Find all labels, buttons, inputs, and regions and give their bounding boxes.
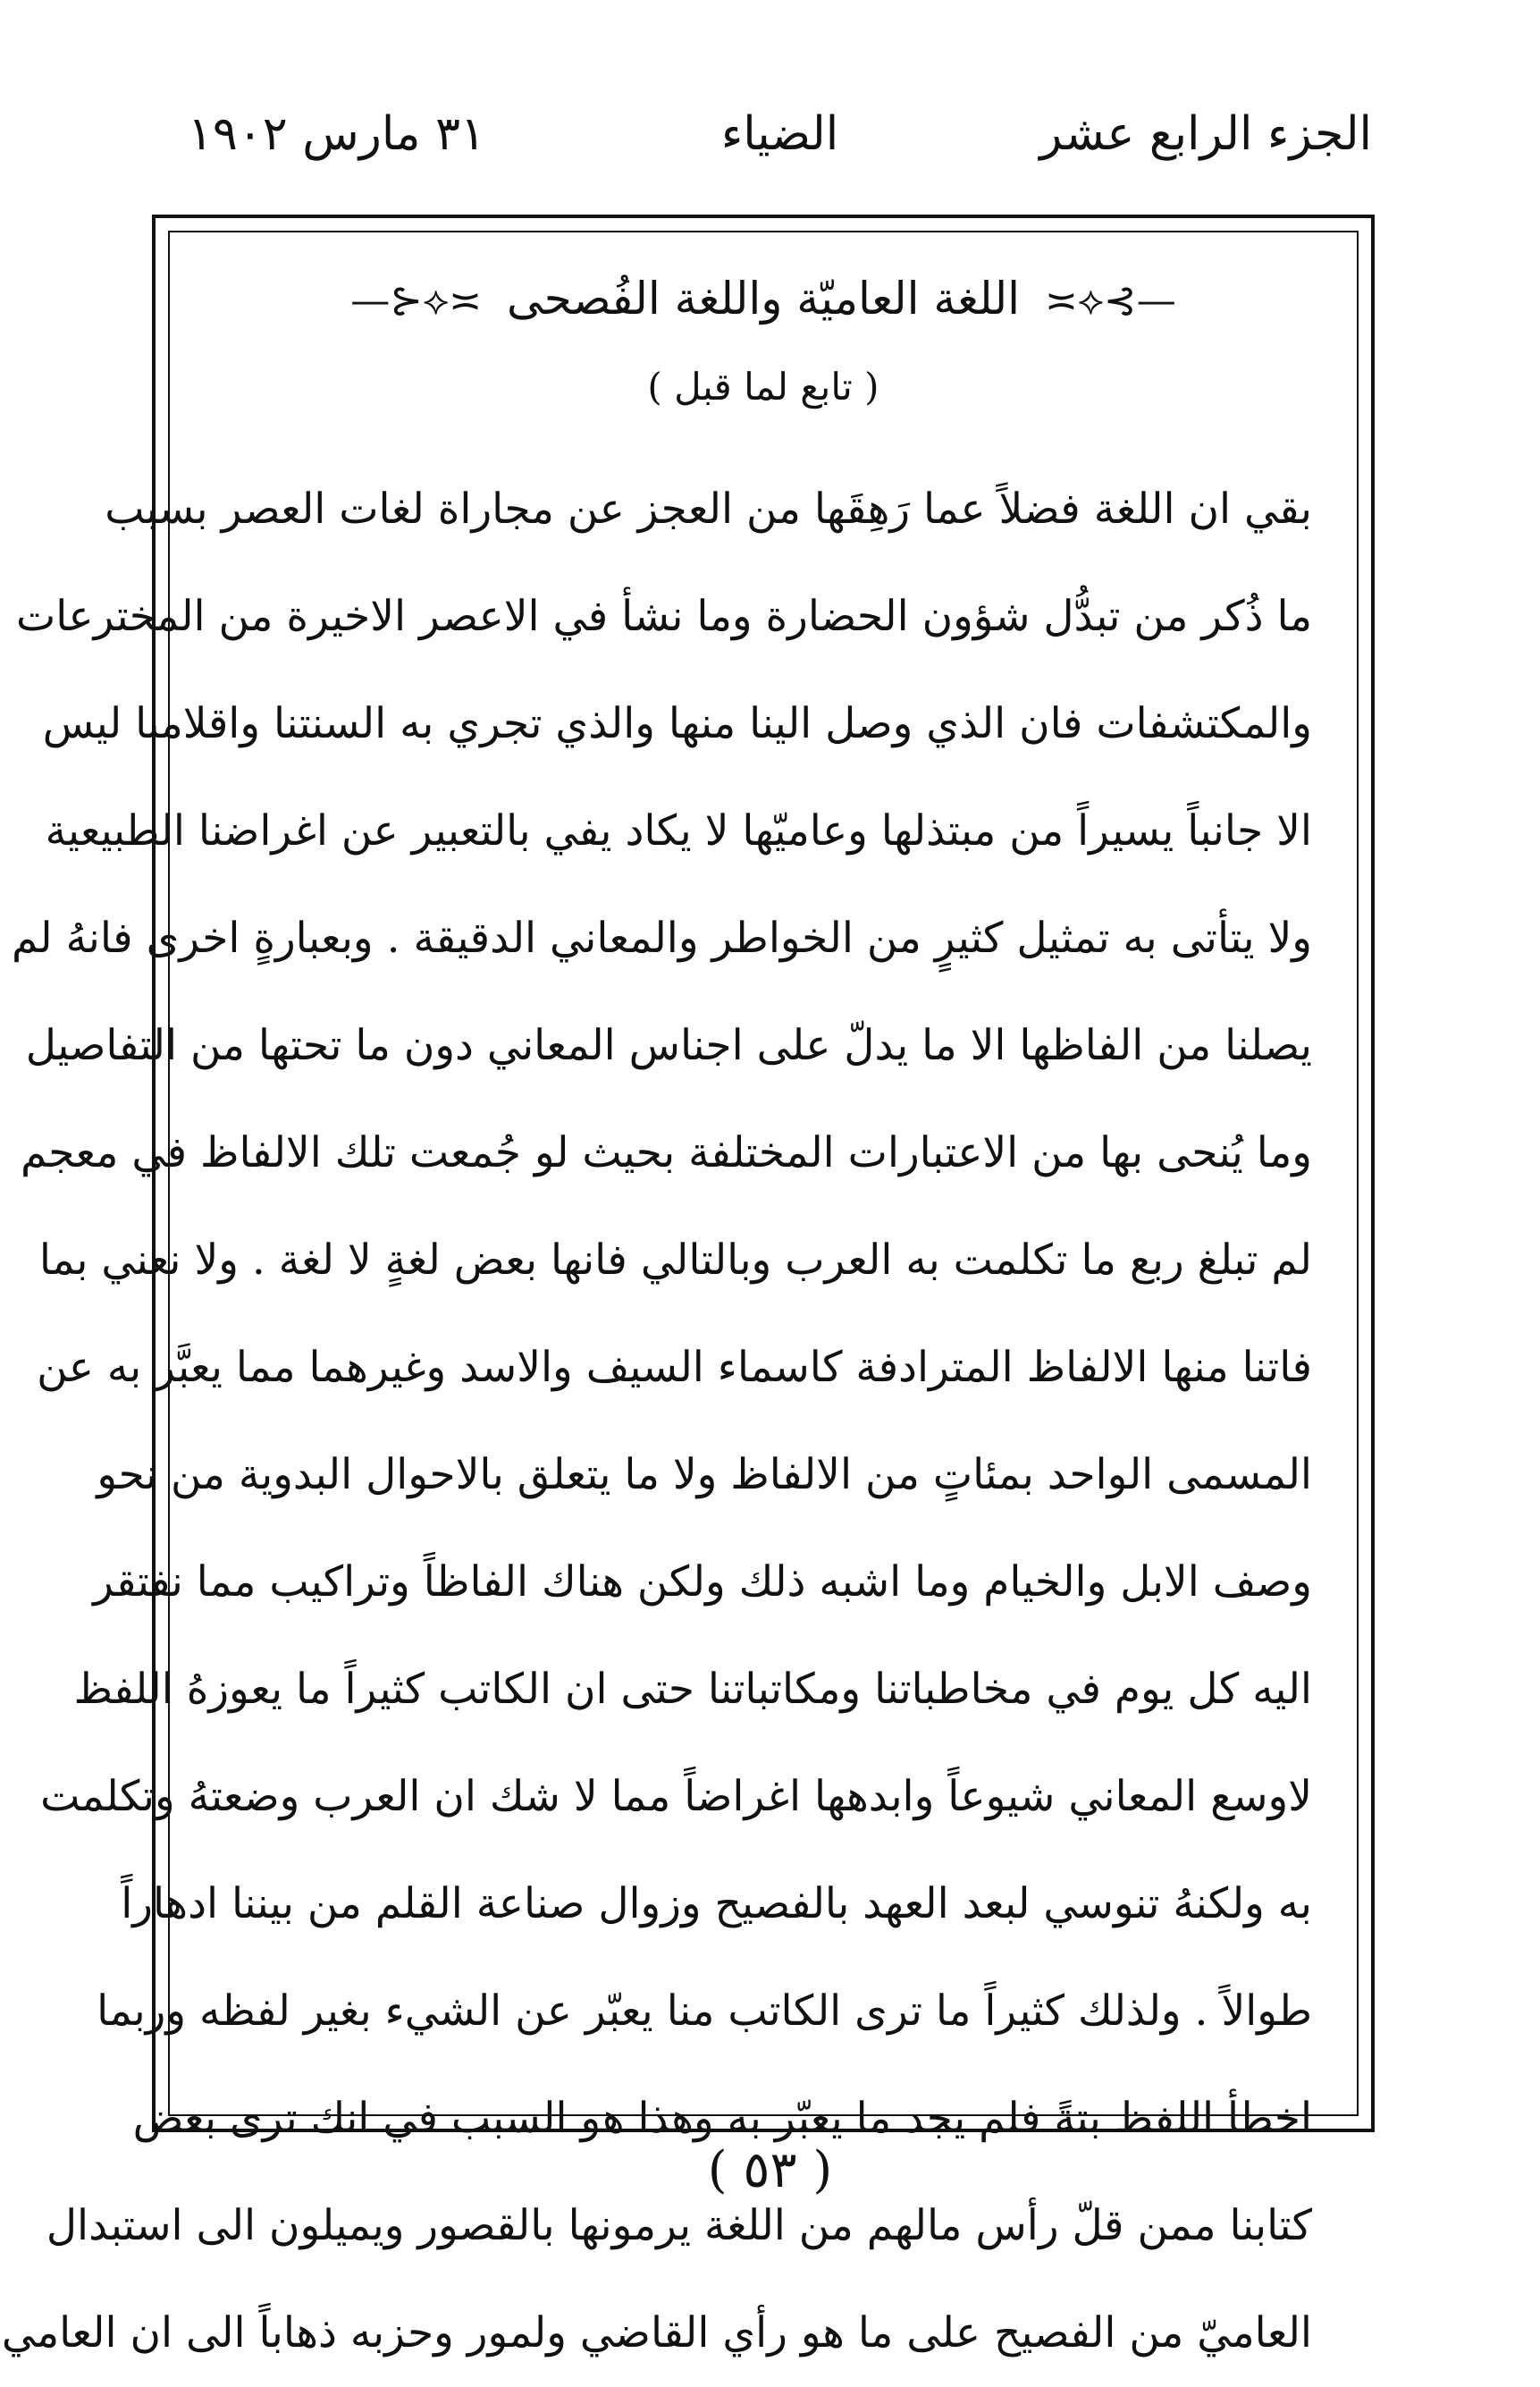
ornament-right-icon: —⊱⟡≍	[1044, 278, 1176, 324]
text-line: اليه كل يوم في مخاطباتنا ومكاتباتنا حتى ان الكاتب كثيراً ما يعوزهُ اللفظ	[73, 1665, 1312, 1714]
text-line: به ولكنهُ تنوسي لبعد العهد بالفصيح وزوال صناعة القلم من بيننا ادهاراً	[121, 1879, 1312, 1928]
text-line: والمكتشفات فان الذي وصل الينا منها والذي تجري به السنتنا واقلامنا ليس	[42, 699, 1312, 748]
text-line: المسمى الواحد بمئاتٍ من الالفاظ ولا ما يتعلق بالاحوال البدوية من نحو	[97, 1450, 1312, 1499]
text-line: العاميّ من الفصيح على ما هو رأي القاضي ولمور وحزبه ذهاباً الى ان العامي	[1, 2308, 1312, 2357]
text-line: طوالاً . ولذلك كثيراً ما ترى الكاتب منا يعبّر عن الشيء بغير لفظه وربما	[97, 1986, 1312, 2036]
text-line: ولا يتأتى به تمثيل كثيرٍ من الخواطر والمعاني الدقيقة . وبعبارةٍ اخرى فانهُ لم	[12, 914, 1312, 963]
text-line: لاوسع المعاني شيوعاً وابدهها اغراضاً مما لا شك ان العرب وضعتهُ وتكلمت	[40, 1772, 1312, 1821]
text-line: يصلنا من الفاظها الا ما يدلّ على اجناس المعاني دون ما تحتها من التفاصيل	[25, 1021, 1312, 1070]
page-header	[188, 107, 1372, 188]
text-line: كتابنا ممن قلّ رأس مالهم من اللغة يرمونها بالقصور ويميلون الى استبدال	[46, 2201, 1312, 2250]
header-part: الجزء الرابع عشر	[1039, 107, 1372, 161]
text-line: الا جانباً يسيراً من مبتذلها وعاميّها لا يكاد يفي بالتعبير عن اغراضنا الطبيعية	[45, 806, 1312, 856]
header-journal-name: الضياء	[720, 107, 839, 161]
text-line: فاتنا منها الالفاظ المترادفة كاسماء السيف والاسد وغيرهما مما يعبَّر به عن	[37, 1343, 1312, 1392]
page-number: ( ٥٣ )	[707, 2141, 833, 2199]
text-line: ما ذُكر من تبدُّل شؤون الحضارة وما نشأ في الاعصر الاخيرة من المخترعات	[15, 592, 1312, 641]
article-subtitle: ( تابع لما قبل )	[647, 365, 879, 409]
text-line: اخطأ اللفظ بتةً فلم يجد ما يعبّر به وهذا هو السبب في انك ترى بعض	[132, 2094, 1312, 2143]
article-title: اللغة العاميّة واللغة الفُصحى	[507, 273, 1020, 325]
article-title-row	[170, 273, 1357, 325]
article-body	[1, 456, 1312, 2387]
header-date: ٣١ مارس ١٩٠٢	[188, 107, 485, 161]
text-line: لم تبلغ ربع ما تكلمت به العرب وبالتالي فانها بعض لغةٍ لا لغة . ولا نعني بما	[38, 1236, 1312, 1285]
text-line: بقي ان اللغة فضلاً عما رَهِقَها من العجز عن مجاراة لغات العصر بسبب	[105, 485, 1312, 534]
text-line: وما يُنحى بها من الاعتبارات المختلفة بحيث لو جُمعت تلك الالفاظ في معجم	[21, 1128, 1312, 1177]
ornament-left-icon: ≍⟡⊰—	[350, 278, 483, 324]
text-line: وصف الابل والخيام وما اشبه ذلك ولكن هناك الفاظاً وتراكيب مما نفتقر	[93, 1557, 1312, 1607]
